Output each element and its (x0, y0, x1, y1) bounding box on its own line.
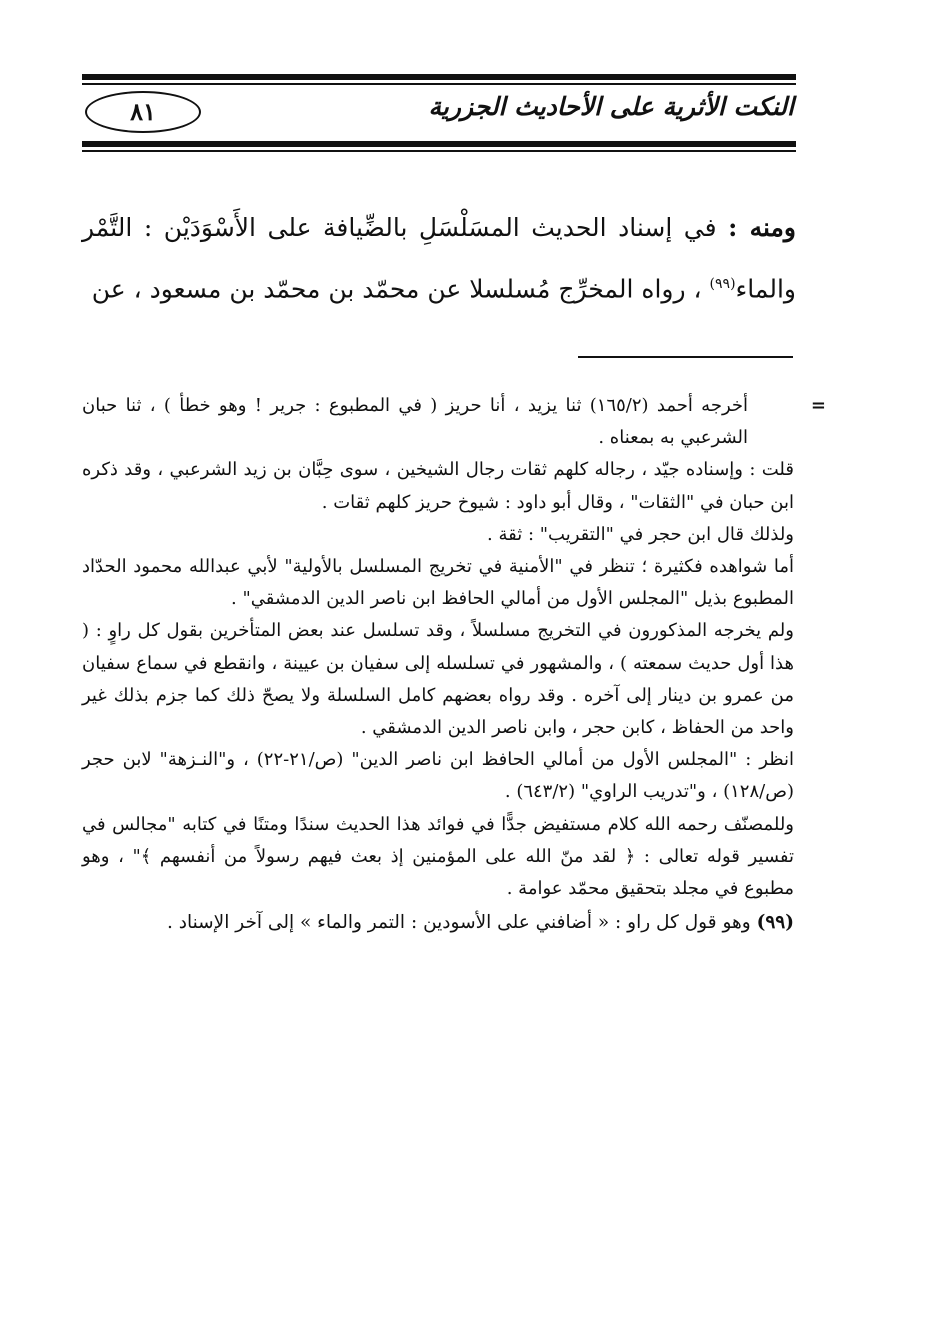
header-rule-top-thick (82, 74, 796, 80)
footnote-paragraph: انظر : "المجلس الأول من أمالي الحافظ ابن ناصر الدين" (ص/٢١-٢٢) ، و"النـزهة" لابن حجر (ص/١٢٨) ، و"تدريب الراوي" (٦٤٣/٢) . (82, 749, 794, 803)
footnote-reference: (٩٩) (709, 276, 736, 292)
header-rule-bottom-thin (82, 150, 796, 152)
header-rule-bottom-thick (82, 141, 796, 147)
page-number-oval (85, 91, 201, 133)
main-text-part-2: ، رواه المخرِّج مُسلسلا عن محمّد بن محمّد بن مسعود ، عن (91, 274, 710, 304)
footnote-99-text: وهو قول كل راو : « أضافني على الأسودين : التمر والماء » إلى آخر الإسناد . (166, 912, 757, 934)
running-header-title: النكت الأثرية على الأحاديث الجزرية (428, 92, 794, 121)
footnote-paragraph: ولذلك قال ابن حجر في "التقريب" : ثقة . (487, 523, 794, 545)
footnote-99-number: (٩٩) (756, 912, 794, 934)
footnote-paragraph: ولم يخرجه المذكورون في التخريج مسلسلاً ، وقد تسلسل عند بعض المتأخرين بقول كل راوٍ : ( هذا أول حديث سمعته ) ، والمشهور في تسلسله إلى سفيان بن عيينة ، وانقطع في سماع سفيان من عمرو بن دينار إلى آخره . وقد رواه بعضهم كامل السلسلة ولا يصحّ ذلك كما جزم بذلك غير واحد من الحفاظ ، كابن حجر ، وابن ناصر الدين الدمشقي . (82, 620, 794, 739)
footnotes-section (82, 390, 826, 939)
footnote-continuation (82, 390, 826, 454)
main-body-text (82, 200, 796, 317)
footnote-paragraph: وللمصنّف رحمه الله كلام مستفيض جدًّا في فوائد هذا الحديث سندًا ومتنًا في كتابه "مجالس في تفسير قوله تعالى : ﴿ لقد منّ الله على المؤمنين إذ بعث فيهم رسولاً من أنفسهم ﴾" ، وهو مطبوع في مجلد بتحقيق محمّد عوامة . (82, 813, 794, 900)
footnote-paragraph: قلت : وإسناده جيّد ، رجاله كلهم ثقات رجال الشيخين ، سوى حِبَّان بن زيد الشرعبي ، وقد ذكره ابن حبان في "الثقات" ، وقال أبو داود : شيوخ حريز كلهم ثقات . (82, 459, 794, 513)
footnote-paragraph: أما شواهده فكثيرة ؛ تنظر في "الأمنية في تخريج المسلسل بالأولية" لأبي عبدالله محمود الحدّاد المطبوع بذيل "المجلس الأول من أمالي الحافظ ابن ناصر الدين الدمشقي" . (82, 556, 794, 610)
footnote-paragraph: أخرجه أحمد (١٦٥/٢) ثنا يزيد ، أنا حريز ( في المطبوع : جرير ! وهو خطأ ) ، ثنا حبان الشرعبي به بمعناه . (82, 395, 748, 449)
main-text-part-1: في إسناد الحديث المسَلْسَلِ بالضِّيافة على الأَسْوَدَيْن : التَّمْر والماء (82, 213, 796, 304)
main-lead-word: ومنه : (728, 213, 796, 242)
header-rule-top-thin (82, 83, 796, 85)
page-number: ٨١ (130, 97, 156, 126)
footnote-99 (82, 907, 794, 939)
footnote-separator (578, 356, 793, 358)
continuation-dash: = (810, 395, 826, 416)
